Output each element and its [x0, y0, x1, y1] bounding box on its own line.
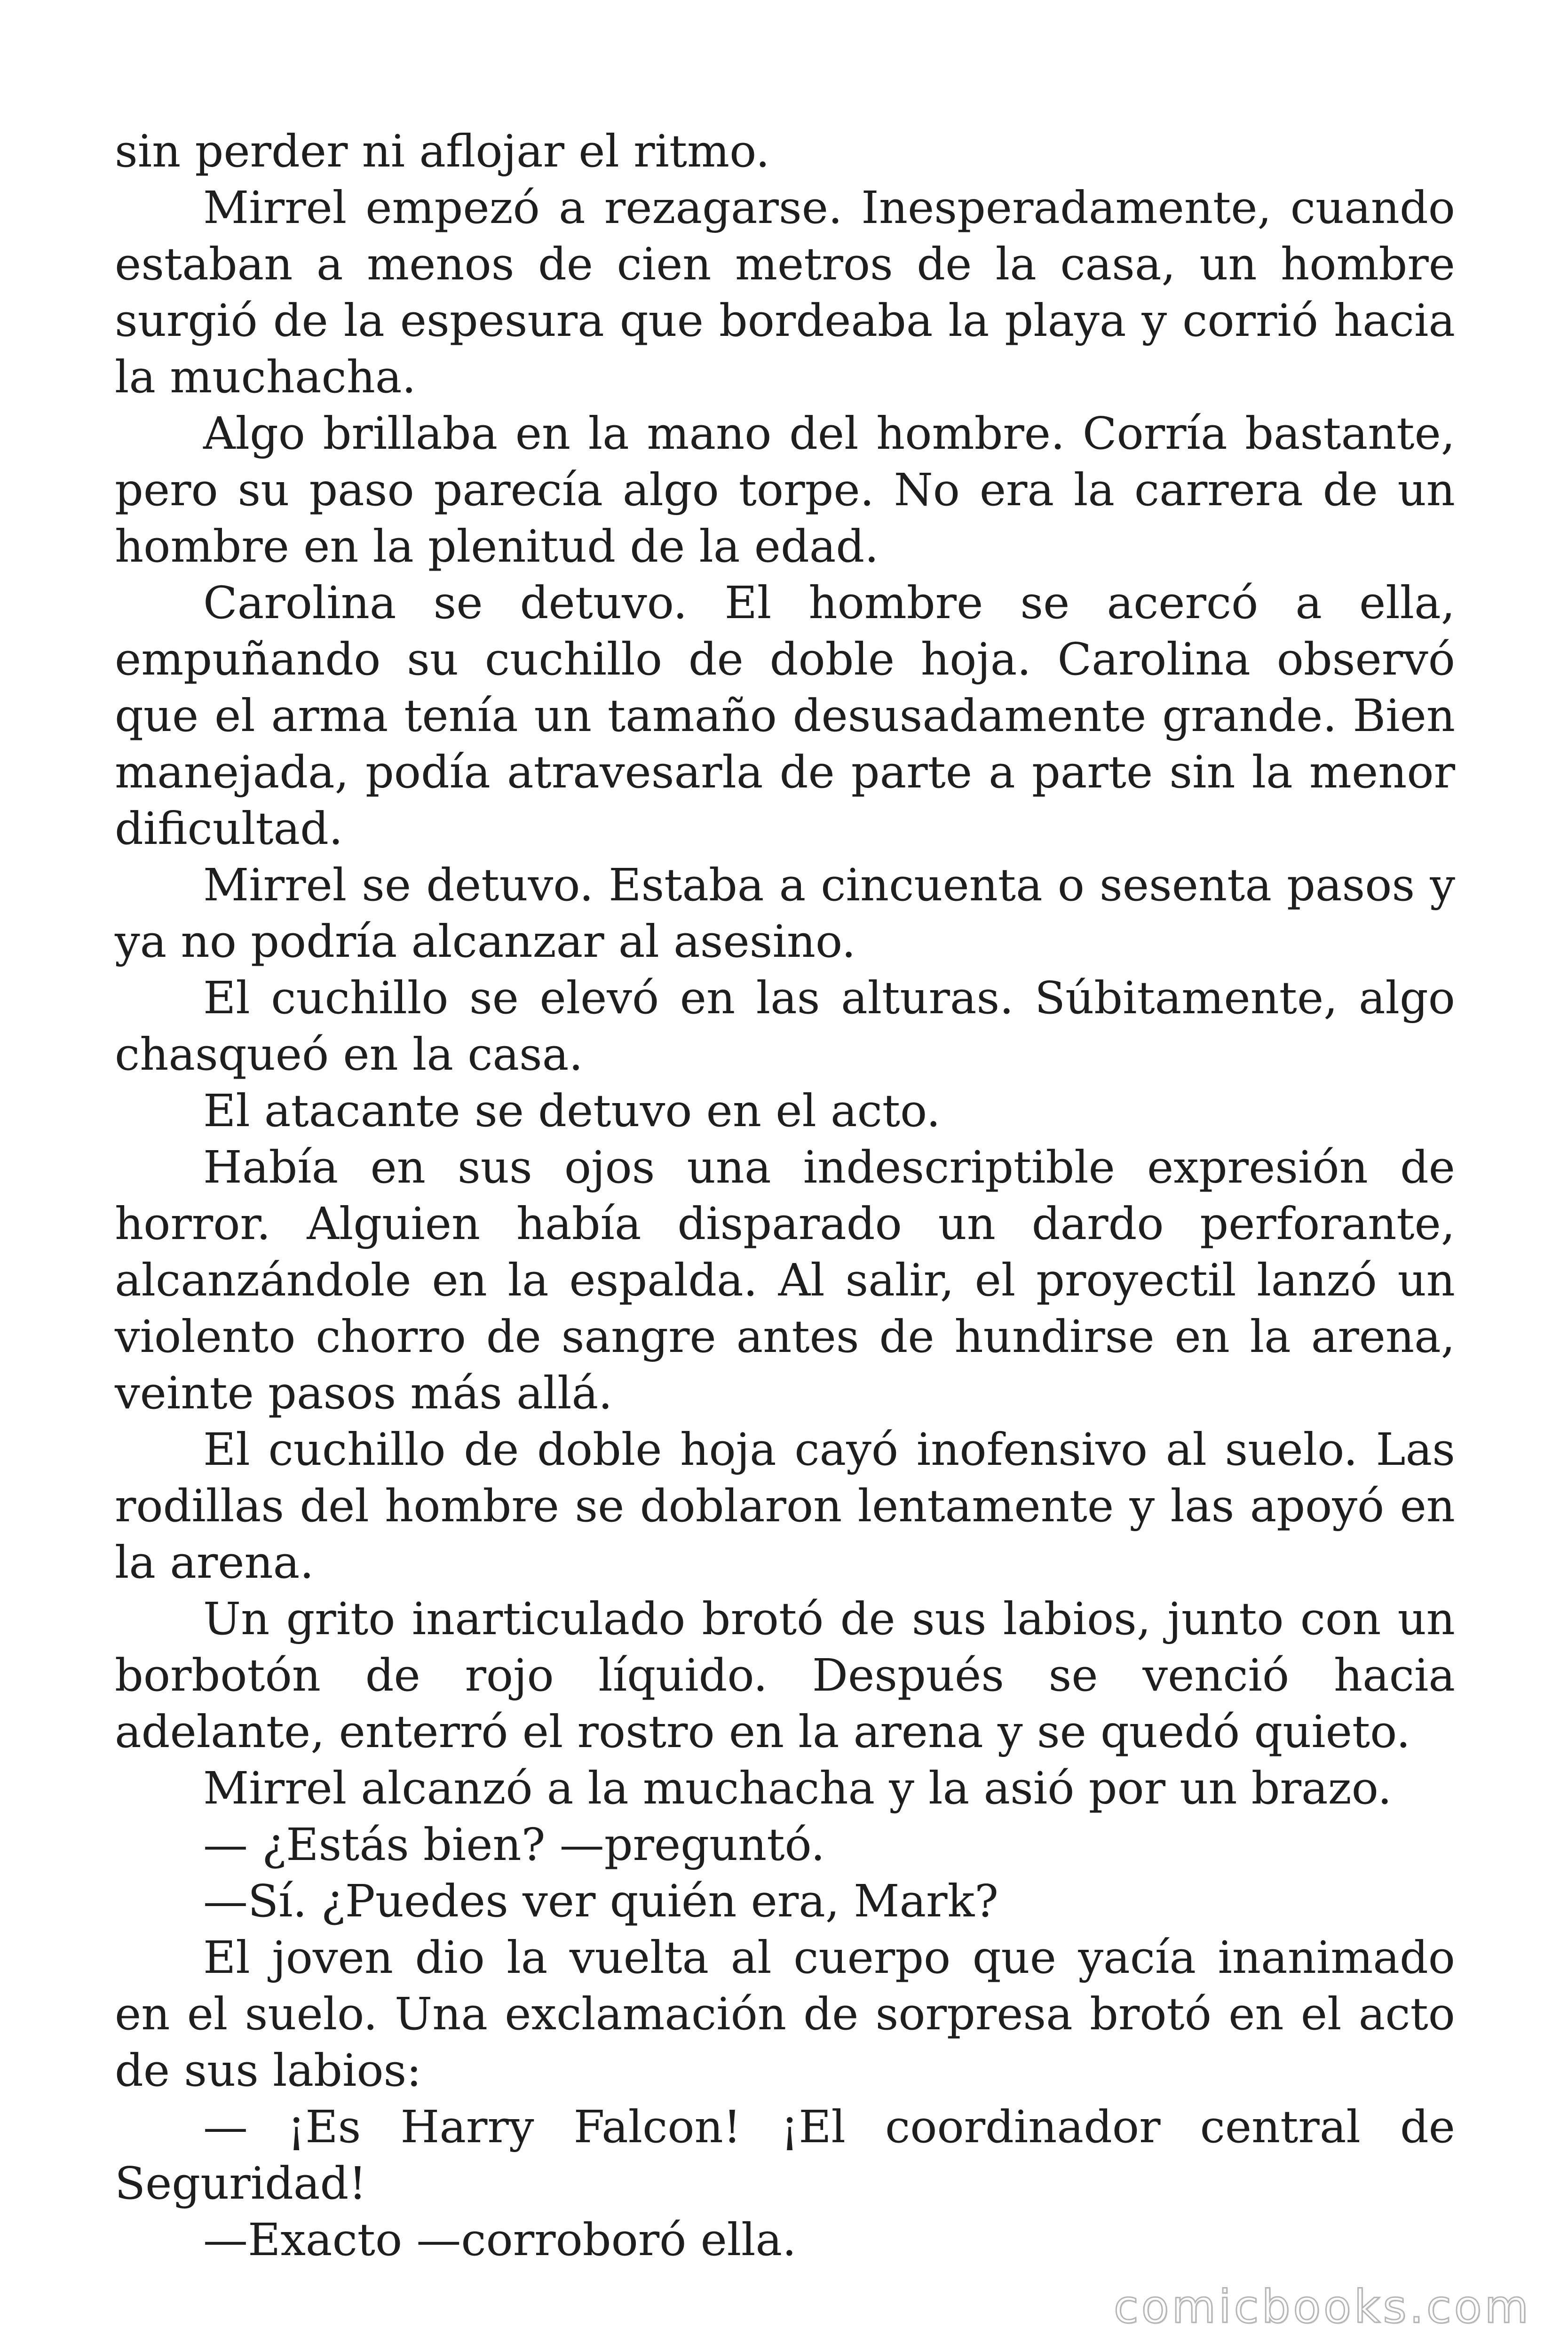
paragraph: Carolina se detuvo. El hombre se acercó a ella, empuñando su cuchillo de doble hoja. Carolina observó que el arma tenía un tamaño desusadamente grande. Bien manejada, podía atravesarla de parte a parte sin la menor dificultad.	[115, 577, 1455, 855]
paragraph: Mirrel se detuvo. Estaba a cincuenta o sesenta pasos y ya no podría alcanzar al asesino.	[115, 859, 1455, 968]
paragraph: Algo brillaba en la mano del hombre. Corría bastante, pero su paso parecía algo torpe. No era la carrera de un hombre en la plenitud de la edad.	[115, 408, 1455, 572]
paragraph: El joven dio la vuelta al cuerpo que yacía inanimado en el suelo. Una exclamación de sorpresa brotó en el acto de sus labios:	[115, 1932, 1455, 2097]
paragraph: El cuchillo se elevó en las alturas. Súbitamente, algo chasqueó en la casa.	[115, 972, 1455, 1081]
paragraph: Mirrel empezó a rezagarse. Inesperadamente, cuando estaban a menos de cien metros de la casa, un hombre surgió de la espesura que bordeaba la playa y corrió hacia la muchacha.	[115, 182, 1455, 403]
dialogue-line: —Sí. ¿Puedes ver quién era, Mark?	[203, 1875, 999, 1927]
dialogue-line: — ¿Estás bien? —preguntó.	[203, 1819, 825, 1871]
paragraph: El atacante se detuvo en el acto.	[203, 1085, 941, 1137]
paragraph: Mirrel alcanzó a la muchacha y la asió por un brazo.	[203, 1763, 1392, 1814]
paragraph: El cuchillo de doble hoja cayó inofensivo al suelo. Las rodillas del hombre se doblaron lentamente y las apoyó en la arena.	[115, 1424, 1455, 1589]
watermark: comicbooks.com	[1113, 2280, 1531, 2333]
page-body	[115, 123, 1455, 2268]
dialogue-line: — ¡Es Harry Falcon! ¡El coordinador central de Seguridad!	[115, 2101, 1455, 2209]
dialogue-line: —Exacto —corroboró ella.	[203, 2214, 797, 2266]
paragraph: Había en sus ojos una indescriptible expresión de horror. Alguien había disparado un dardo perforante, alcanzándole en la espalda. Al salir, el proyectil lanzó un violento chorro de sangre antes de hundirse en la arena, veinte pasos más allá.	[115, 1142, 1455, 1419]
paragraph: sin perder ni aflojar el ritmo.	[115, 126, 770, 177]
paragraph: Un grito inarticulado brotó de sus labios, junto con un borbotón de rojo líquido. Después se venció hacia adelante, enterró el rostro en la arena y se quedó quieto.	[115, 1593, 1455, 1758]
